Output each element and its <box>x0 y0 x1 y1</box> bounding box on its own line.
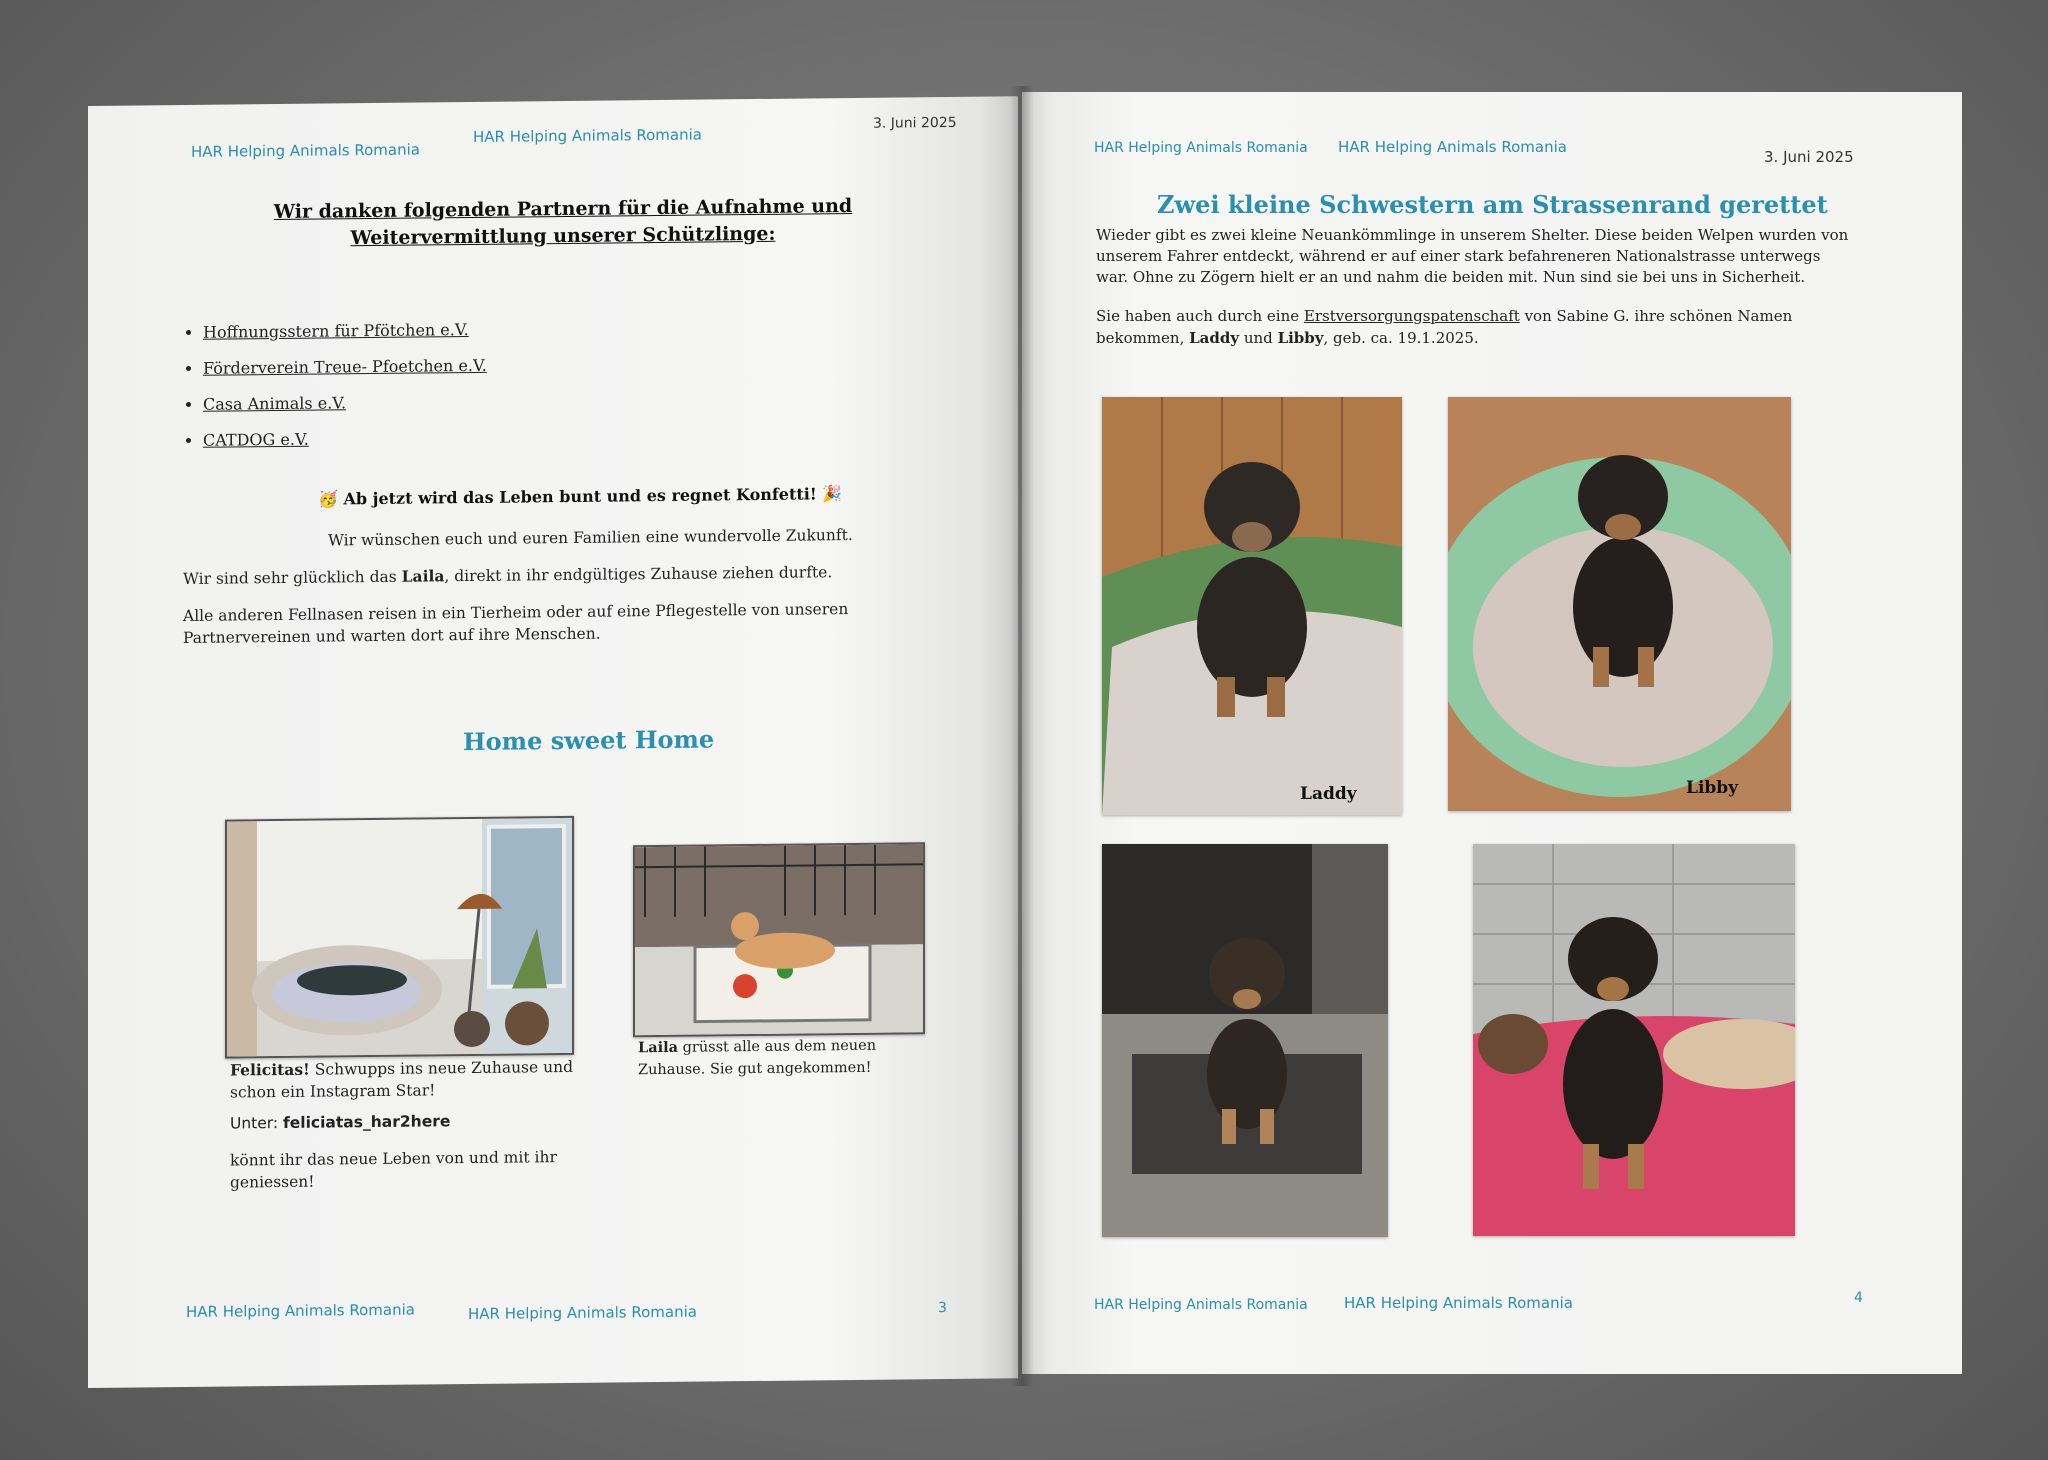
page-number: 4 <box>1854 1290 1863 1306</box>
patenschaft-link[interactable]: Erstversorgungspatenschaft <box>1303 307 1520 325</box>
felicitas-name: Felicitas! <box>230 1059 310 1080</box>
instagram-line <box>230 1110 450 1134</box>
laddy-photo <box>1102 397 1402 815</box>
date: 3. Juni 2025 <box>1764 148 1854 166</box>
party-popper-icon: 🎉 <box>822 484 843 504</box>
name-libby: Libby <box>1277 329 1324 347</box>
laila-name: Laila <box>401 566 445 586</box>
intro-paragraph: Wieder gibt es zwei kleine Neuankömmlinge in unserem Shelter. Diese beiden Welpen wurden von unserem Fahrer entdeckt, während er auf einer stark befahreneren Nationalstrasse unterwegs war. Ohne zu Zögern hielt er an und nahm die beiden mit. Nun sind sie bei uns in Sicherheit. <box>1096 226 1849 286</box>
instagram-handle[interactable]: feliciatas_har2here <box>283 1112 451 1132</box>
header-left: HAR Helping Animals Romania <box>191 140 420 161</box>
header-left: HAR Helping Animals Romania <box>1094 140 1308 156</box>
names-und: und <box>1239 329 1278 347</box>
footer-mid: HAR Helping Animals Romania <box>468 1302 697 1324</box>
partner-link[interactable]: Hoffnungsstern für Pfötchen e.V. <box>203 320 469 342</box>
laila-paragraph <box>183 560 963 590</box>
footer-left: HAR Helping Animals Romania <box>186 1300 415 1321</box>
partner-link[interactable]: CATDOG e.V. <box>203 429 309 450</box>
photo-label-laddy: Laddy <box>1300 784 1357 804</box>
laila-photo <box>633 842 925 1037</box>
puppy-on-red-blanket-image <box>1473 844 1795 1236</box>
puppy-photo-4 <box>1473 844 1795 1236</box>
thanks-heading: Wir danken folgenden Partnern für die Aufnahme und Weitervermittlung unserer Schützlinge: <box>273 194 853 250</box>
page-number: 3 <box>938 1300 947 1317</box>
laila-caption <box>638 1034 908 1081</box>
libby-photo <box>1448 397 1791 811</box>
names-pre: Sie haben auch durch eine <box>1096 307 1304 325</box>
dog-on-blanket-image <box>635 844 923 1035</box>
puppy-libby-image <box>1448 397 1791 811</box>
list-item[interactable] <box>203 384 487 423</box>
article-title: Zwei kleine Schwestern am Strassenrand gerettet <box>1157 190 1828 219</box>
konfetti-line <box>318 484 842 508</box>
header-mid: HAR Helping Animals Romania <box>1338 138 1567 156</box>
header-mid: HAR Helping Animals Romania <box>473 125 702 146</box>
page-3 <box>88 96 1018 1388</box>
section-title: Home sweet Home <box>463 724 715 757</box>
felicitas-photo <box>225 816 574 1059</box>
dog-in-bed-image <box>227 818 572 1057</box>
laila-pre: Wir sind sehr glücklich das <box>183 567 402 589</box>
puppy-photo-3 <box>1102 844 1388 1237</box>
list-item[interactable] <box>203 312 487 351</box>
felicitas-text: Schwupps ins neue Zuhause und schon ein Instagram Star! <box>230 1057 574 1102</box>
wish-text: Wir wünschen euch und euren Familien eine wundervolle Zukunft. <box>328 525 853 550</box>
partner-list <box>183 312 487 459</box>
names-paragraph <box>1096 305 1856 349</box>
list-item[interactable] <box>203 348 487 387</box>
puppy-on-mat-image <box>1102 844 1388 1237</box>
page-4 <box>1022 92 1962 1374</box>
magazine-spread <box>88 92 1962 1374</box>
footer-mid: HAR Helping Animals Romania <box>1344 1294 1573 1312</box>
name-laddy: Laddy <box>1189 329 1240 347</box>
partner-link[interactable]: Förderverein Treue- Pfoetchen e.V. <box>203 355 487 378</box>
puppy-laddy-image <box>1102 397 1402 815</box>
book-gutter <box>1010 86 1034 1386</box>
party-face-icon: 🥳 <box>318 489 338 509</box>
laila-cap-text: grüsst alle aus dem neuen Zuhause. Sie gut angekommen! <box>638 1037 877 1079</box>
laila-cap-name: Laila <box>638 1038 679 1057</box>
laila-post: , direkt in ihr endgültiges Zuhause ziehen durfte. <box>444 563 833 586</box>
insta-pre: Unter: <box>230 1113 284 1133</box>
felicitas-caption <box>230 1056 580 1104</box>
photo-label-libby: Libby <box>1686 778 1739 798</box>
footer-left: HAR Helping Animals Romania <box>1094 1297 1308 1313</box>
partner-link[interactable]: Casa Animals e.V. <box>203 393 347 414</box>
date: 3. Juni 2025 <box>873 114 957 132</box>
konfetti-text: Ab jetzt wird das Leben bunt und es regnet Konfetti! <box>343 484 817 509</box>
list-item[interactable] <box>203 420 487 459</box>
names-mid: von Sabine G. ihre schönen Namen bekommen, <box>1096 307 1793 347</box>
names-post: , geb. ca. 19.1.2025. <box>1323 329 1479 347</box>
felicitas-more: könnt ihr das neue Leben von und mit ihr geniessen! <box>230 1148 557 1192</box>
others-paragraph: Alle anderen Fellnasen reisen in ein Tierheim oder auf eine Pflegestelle von unseren Partnervereinen und warten dort auf ihre Menschen. <box>183 600 849 648</box>
